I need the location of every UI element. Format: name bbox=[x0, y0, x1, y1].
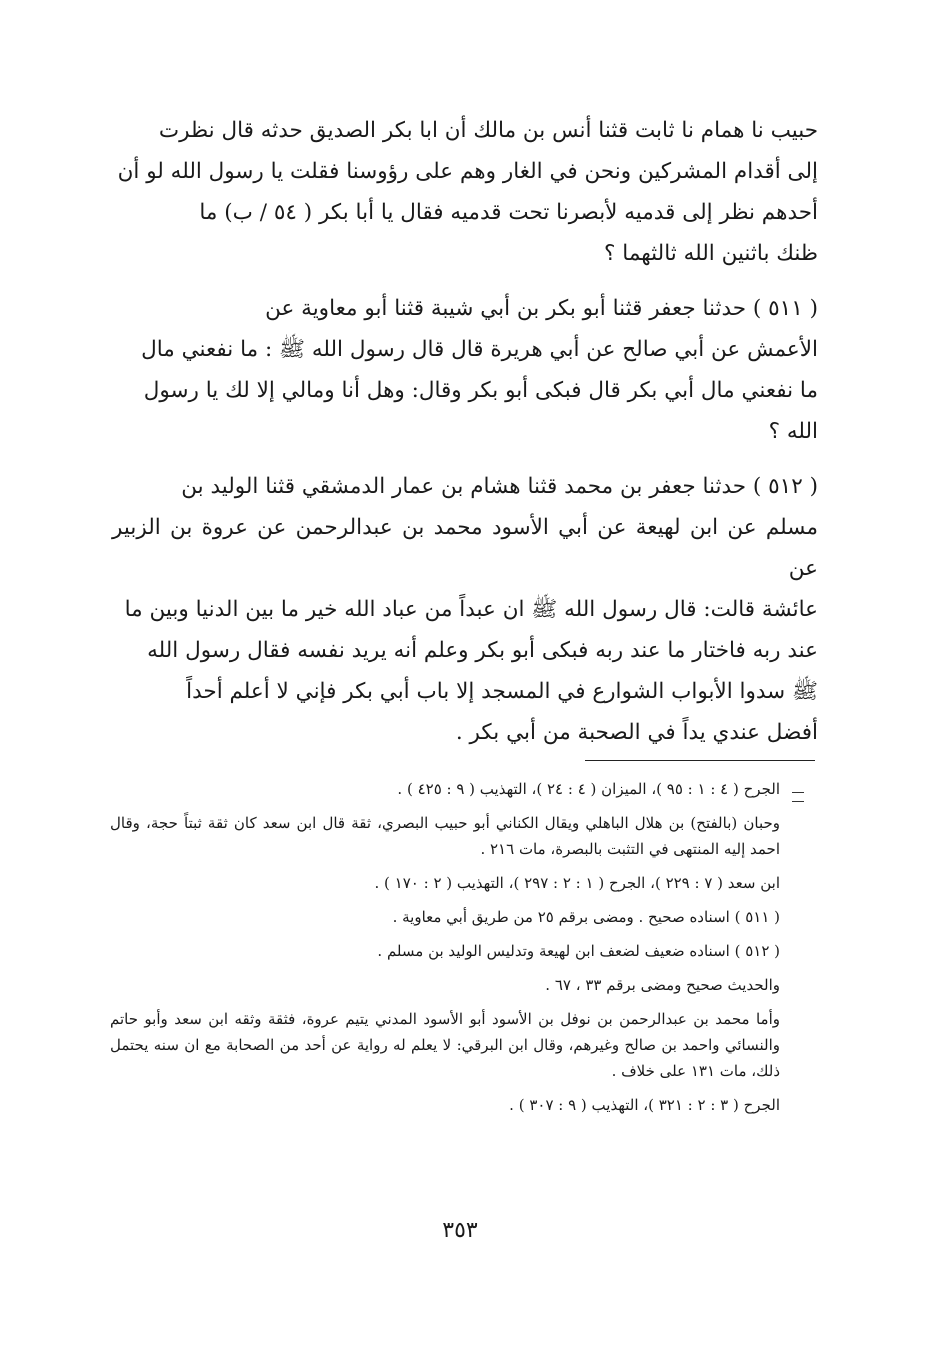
paragraph-512 bbox=[112, 466, 818, 753]
text-line: أفضل عندي يداً في الصحبة من أبي بكر . bbox=[455, 720, 818, 745]
footnote-divider bbox=[585, 760, 815, 761]
text-line: ( ٥١١ ) حدثنا جعفر قثنا أبو بكر بن أبي شيبة قثنا أبو معاوية عن bbox=[265, 296, 818, 321]
text-line: ظنك باثنين الله ثالثهما ؟ bbox=[604, 241, 818, 266]
footnote: الجرح ( ٤ : ١ : ٩٥ )، الميزان ( ٤ : ٢٤ )، التهذيب ( ٩ : ٤٢٥ ) . bbox=[397, 780, 780, 798]
page-number: ٣٥٣ bbox=[442, 1218, 478, 1243]
text-line: ما نفعني مال أبي بكر قال فبكى أبو بكر وقال: وهل أنا ومالي إلا لك يا رسول bbox=[143, 378, 818, 403]
footnote: وأما محمد بن عبدالرحمن بن نوفل بن الأسود أبو الأسود المدني يتيم عروة، فثقة وثقه ابن سعد وأبو حاتم والنسائي واحمد بن صالح وغيرهم، وقال ابن البرقي: لا يعلم له رواية عن أحد من الصحابة مع ان سنه يحتمل ذلك، مات ١٣١ على خلاف . bbox=[110, 1010, 780, 1080]
footnote: وحبان (بالفتح) بن هلال الباهلي ويقال الكناني أبو حبيب البصري، ثقة قال ابن سعد كان ثقة ثبتاً حجة، وقال احمد إليه المنتهى في التثبت بالبصرة، مات ٢١٦ . bbox=[110, 814, 780, 858]
continuation-mark bbox=[792, 792, 804, 802]
text-line: عائشة قالت: قال رسول الله ﷺ ان عبداً من عباد الله خير ما بين الدنيا وبين ما bbox=[124, 597, 818, 622]
main-text bbox=[112, 110, 818, 767]
paragraph-511 bbox=[112, 288, 818, 452]
text-line: مسلم عن ابن لهيعة عن أبي الأسود محمد بن عبدالرحمن عن عروة بن الزبير عن bbox=[112, 515, 818, 581]
text-line: ﷺ سدوا الأبواب الشوارع في المسجد إلا باب أبي بكر فإني لا أعلم أحداً bbox=[186, 679, 818, 704]
footnote: والحديث صحيح ومضى برقم ٣٣ ، ٦٧ . bbox=[545, 976, 780, 994]
footnote: ( ٥١٢ ) اسناده ضعيف لضعف ابن لهيعة وتدليس الوليد بن مسلم . bbox=[377, 942, 780, 960]
footnotes bbox=[110, 776, 780, 1126]
footnote: ابن سعد ( ٧ : ٢٢٩ )، الجرح ( ١ : ٢ : ٢٩٧ )، التهذيب ( ٢ : ١٧٠ ) . bbox=[374, 874, 780, 892]
footnote: ( ٥١١ ) اسناده صحيح . ومضى برقم ٢٥ من طريق أبي معاوية . bbox=[392, 908, 780, 926]
text-line: ( ٥١٢ ) حدثنا جعفر بن محمد قثنا هشام بن عمار الدمشقي قثنا الوليد بن bbox=[181, 474, 818, 499]
text-line: الله ؟ bbox=[768, 419, 818, 444]
text-line: حبيب نا همام نا ثابت قثنا أنس بن مالك أن ابا بكر الصديق حدثه قال نظرت bbox=[158, 118, 818, 143]
paragraph-1 bbox=[112, 110, 818, 274]
text-line: أحدهم نظر إلى قدميه لأبصرنا تحت قدميه فقال يا أبا بكر ( ٥٤ / ب) ما bbox=[199, 200, 818, 225]
footnote: الجرح ( ٣ : ٢ : ٣٢١ )، التهذيب ( ٩ : ٣٠٧ ) . bbox=[509, 1096, 780, 1114]
text-line: عند ربه فاختار ما عند ربه فبكى أبو بكر وعلم أنه يريد نفسه فقال رسول الله bbox=[147, 638, 818, 663]
text-line: الأعمش عن أبي صالح عن أبي هريرة قال قال رسول الله ﷺ : ما نفعني مال bbox=[141, 337, 818, 362]
text-line: إلى أقدام المشركين ونحن في الغار وهم على رؤوسنا فقلت يا رسول الله لو أن bbox=[117, 159, 818, 184]
